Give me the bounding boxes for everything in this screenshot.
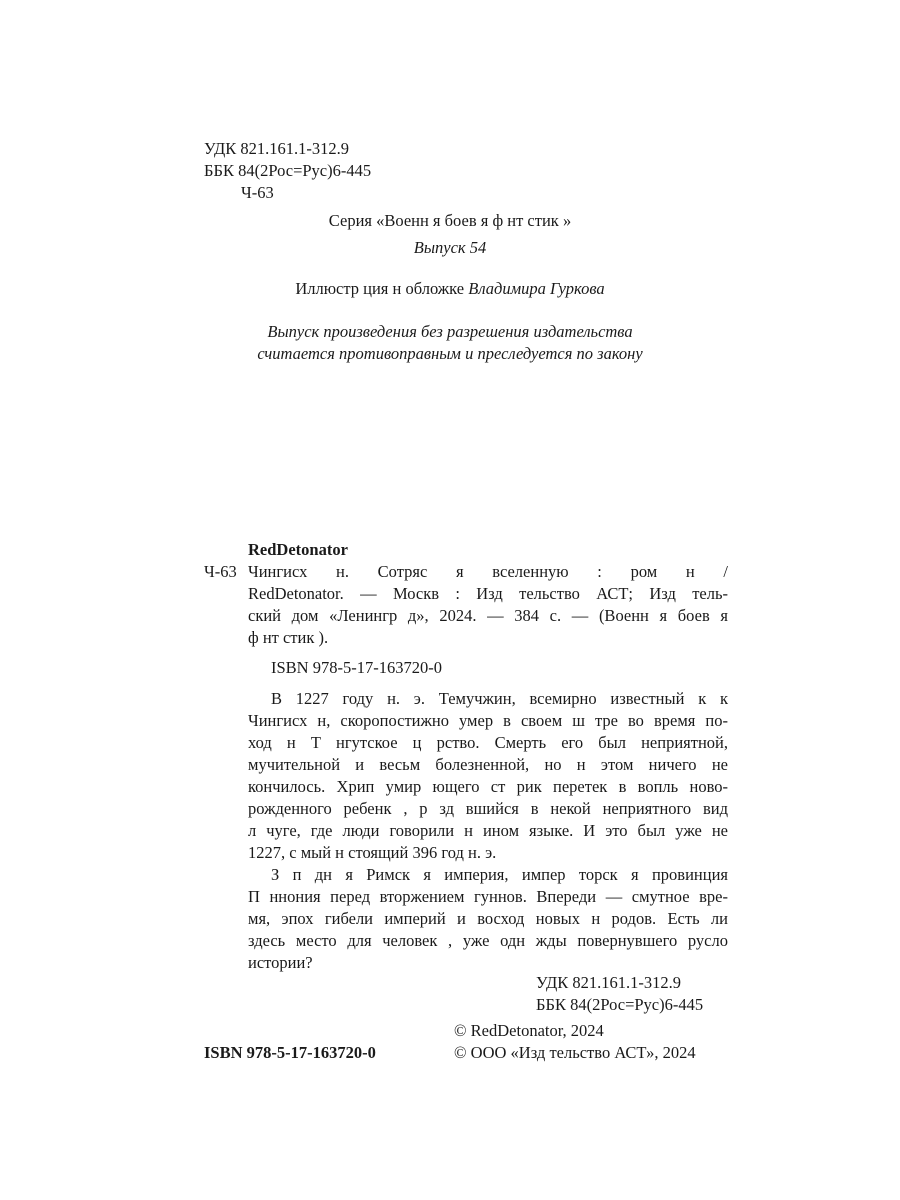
catalog-desc-line: ский дом «Ленингр д», 2024. — 384 с. — (Военн я боев я bbox=[248, 606, 728, 625]
illustration-label: Иллюстр ция н обложке bbox=[295, 279, 469, 298]
header-bbk: ББК 84(2Рос=Рус)6-445 bbox=[204, 161, 372, 180]
series-issue: Выпуск 54 bbox=[413, 238, 487, 257]
annotation-line: мучительной и весьм болезненной, но н этом ничего не bbox=[248, 755, 728, 774]
catalog-desc-line: ф нт стик ). bbox=[248, 628, 329, 647]
footer-isbn: ISBN 978-5-17-163720-0 bbox=[204, 1043, 376, 1062]
copyright-author: © RedDetonator, 2024 bbox=[454, 1021, 604, 1040]
annotation-line: л чуге, где люди говорили н ином языке. И это был уже не bbox=[248, 821, 728, 840]
catalog-isbn: ISBN 978-5-17-163720-0 bbox=[271, 658, 442, 677]
series-name: Серия «Военн я боев я ф нт стик » bbox=[328, 211, 572, 230]
annotation-line: З п дн я Римск я империя, импер торск я провинция bbox=[271, 865, 728, 884]
annotation-line: ход н Т нгутское ц рство. Смерть его был неприятной, bbox=[248, 733, 728, 752]
annotation-line: здесь место для человек , уже одн жды повернувшего русло bbox=[248, 931, 728, 950]
annotation-line: П ннония перед вторжением гуннов. Впереди — смутное вре- bbox=[248, 887, 728, 906]
footer-bbk: ББК 84(2Рос=Рус)6-445 bbox=[536, 995, 704, 1014]
annotation-line: В 1227 году н. э. Темучжин, всемирно известный к к bbox=[271, 689, 728, 708]
catalog-desc-line: Чингисх н. Сотряс я вселенную : ром н / bbox=[248, 562, 728, 581]
footer-udk: УДК 821.161.1-312.9 bbox=[536, 973, 682, 992]
notice-line-2: считается противоправным и преследуется по закону bbox=[257, 344, 643, 363]
annotation-line: мя, эпох гибели империй и восход новых н родов. Есть ли bbox=[248, 909, 728, 928]
annotation-line: 1227, с мый н стоящий 396 год н. э. bbox=[248, 843, 497, 862]
copyright-publisher: © ООО «Изд тельство АСТ», 2024 bbox=[454, 1043, 696, 1062]
header-udk: УДК 821.161.1-312.9 bbox=[204, 139, 350, 158]
illustration-credit bbox=[150, 278, 750, 299]
annotation-line: Чингисх н, скоропостижно умер в своем ш тре во время по- bbox=[248, 711, 728, 730]
catalog-author: RedDetonator bbox=[248, 540, 348, 559]
annotation-line: рожденного ребенк , р зд вшийся в некой неприятного вид bbox=[248, 799, 728, 818]
catalog-mark: Ч-63 bbox=[204, 562, 237, 581]
annotation-line: истории? bbox=[248, 953, 313, 972]
illustration-artist: Владимира Гуркова bbox=[468, 279, 605, 298]
header-author-mark: Ч-63 bbox=[241, 183, 274, 202]
catalog-desc-line: RedDetonator. — Москв : Изд тельство АСТ; Изд тель- bbox=[248, 584, 728, 603]
notice-line-1: Выпуск произведения без разрешения издательства bbox=[267, 322, 633, 341]
annotation-line: кончилось. Хрип умир ющего ст рик перетек в вопль ново- bbox=[248, 777, 728, 796]
